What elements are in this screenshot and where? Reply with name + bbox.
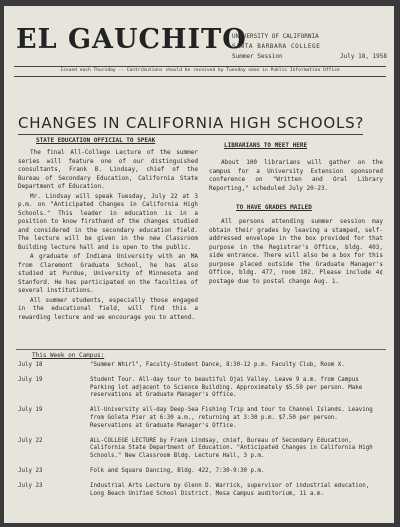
event-row (16, 362, 388, 370)
event-description: ALL-COLLEGE LECTURE by Frank Lindsay, chief, Bureau of Secondary Education, California State Department of Education. "Anticipated Changes in California High Schools." New Classroom Bldg. Lecture Hall, 3 p.m. (90, 437, 373, 460)
masthead-session: Summer Session (232, 53, 283, 60)
left-paragraph: A graduate of Indiana University with an MA from Claremont Graduate School, he has also studied at Purdue, University of Minnesota and Stanford. He has participated on the faculties of several institutions. (18, 253, 198, 294)
newsletter-page (4, 6, 394, 523)
masthead-date: July 18, 1958 (340, 53, 387, 60)
event-description: Student Tour. All-day tour to beautiful Ojai Valley. Leave 9 a.m. from Campus Parking lot adjacent to Science Building. Approximately $5.50 per person. Make reservations at Graduate Manager's Office. (90, 376, 363, 399)
headline-rule (18, 134, 363, 135)
librarians-heading: LIBRARIANS TO MEET HERE (224, 142, 308, 149)
event-row (16, 438, 388, 461)
librarians-body (209, 159, 383, 194)
masthead-rule-top (14, 66, 386, 67)
event-description: Industrial Arts Lecture by Glenn D. Warrick, supervisor of industrial education, Long Beach Unified School District. Mesa Campus auditorium, 11 a.m. (90, 482, 370, 497)
left-paragraph: The final All-College Lecture of the summer series will feature one of our distinguished consultants, Frank B. Lindsay, chief of the Bureau of Secondary Education, California State Department of Education. (18, 149, 198, 190)
masthead-college: SANTA BARBARA COLLEGE (232, 43, 321, 50)
event-date: July 19 (18, 407, 43, 414)
headline: CHANGES IN CALIFORNIA HIGH SCHOOLS? (18, 114, 365, 132)
event-row (16, 483, 388, 499)
masthead-title: EL GAUCHITO (16, 24, 247, 55)
event-date: July 19 (18, 376, 43, 383)
events-list (16, 362, 388, 505)
event-row (16, 377, 388, 400)
masthead-university: UNIVERSITY OF CALIFORNIA (232, 33, 319, 40)
grades-heading: TO HAVE GRADES MAILED (236, 204, 312, 211)
events-rule (16, 349, 386, 350)
left-paragraph: Mr. Lindsay will speak Tuesday, July 22 at 3 p.m. on "Anticipated Changes in California High Schools." This leader in education is in a position to know firsthand of the changes studied and considered in the secondary education field. The lecture will be given in the new Classroom Building lecture hall and is open to the public. (18, 192, 198, 251)
event-date: July 23 (18, 482, 43, 489)
left-article-heading: STATE EDUCATION OFFICIAL TO SPEAK (36, 137, 156, 144)
masthead-info (232, 32, 387, 62)
week-label: This Week on Campus: (32, 352, 105, 359)
grades-body (209, 218, 383, 287)
event-date: July 23 (18, 467, 43, 474)
left-paragraph: All summer students, especially those engaged in the educational field, will find this a rewarding lecture and we encourage you to attend. (18, 296, 198, 321)
event-row (16, 468, 388, 476)
event-row (16, 407, 388, 430)
event-description: "Summer Whirl", Faculty-Student Dance, 8:30-12 p.m. Faculty Club, Room X. (90, 362, 345, 368)
librarians-paragraph: About 100 librarians will gather on the campus for a University Extension sponsored conference on "Written and Oral Library Reporting," scheduled July 20-23. (209, 159, 383, 192)
grades-paragraph: All persons attending summer session may obtain their grades by leaving a stamped, self-addressed envelope in the box provided for that purpose in the Registrar's Office, bldg. 403, side entrance. There will also be a box for this purpose placed outside the Graduate Manager's Office, bldg. 477, room 102. Please include 4¢ postage due to postal change Aug. 1. (209, 218, 383, 285)
event-description: Folk and Square Dancing, Bldg. 422, 7:30-9:30 p.m. (90, 467, 265, 474)
masthead-rule-bottom (14, 76, 386, 77)
event-description: All-University all-day Deep-Sea Fishing Trip and tour to Channel Islands. Leaving from Goleta Pier at 6:30 a.m., returning at 3:30 p.m. $7.50 per person. Reservations at Graduate Manager's Office. (90, 407, 373, 429)
event-date: July 18 (18, 362, 43, 368)
left-article-body (18, 149, 198, 323)
event-date: July 22 (18, 437, 43, 444)
issued-line: Issued each Thursday -- Contributions should be received by Tuesday noon in Public Information Office (60, 68, 340, 73)
masthead-date-line (232, 52, 387, 62)
